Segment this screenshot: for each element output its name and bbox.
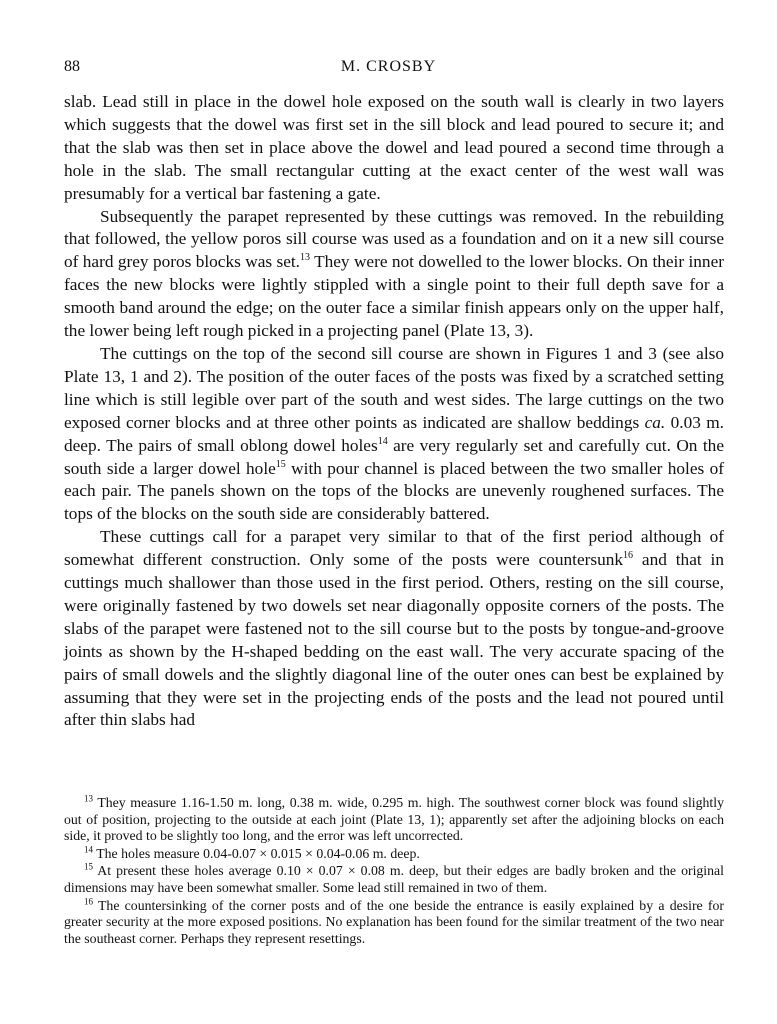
paragraph-text: are very regularly set and carefully cut. On the south side a larger dowel hole	[64, 435, 724, 478]
body-text	[64, 91, 724, 732]
paragraph-text: slab. Lead still in place in the dowel hole exposed on the south wall is clearly in two layers which suggests that the dowel was first set in the sill block and lead poured to secure it; and that the slab was then set in place above the dowel and lead poured a second time through a hole in the slab. The small rectangular cutting at the exact center of the west wall was presumably for a vertical bar fastening a gate.	[64, 92, 724, 203]
paragraph-1	[64, 91, 724, 206]
footnote-ref-13[interactable]: 13	[300, 252, 310, 264]
paragraph-text: Subsequently the parapet represented by these cuttings was removed. In the rebuilding that followed, the yellow poros sill course was used as a foundation and on it a new sill course of hard grey poros blocks was set.	[64, 206, 724, 272]
footnote-number: 14	[84, 844, 93, 855]
italic-ca: ca.	[644, 412, 666, 432]
paragraph-4	[64, 526, 724, 732]
footnote-16	[64, 895, 724, 948]
footnote-14	[64, 846, 724, 863]
footnote-number: 16	[84, 895, 93, 906]
paragraph-text: The cuttings on the top of the second sill course are shown in Figures 1 and 3 (see also Plate 13, 1 and 2). The position of the outer faces of the posts was fixed by a scratched setting line which is still legible over part of the south and west sides. The large cuttings on the two exposed corner blocks and at three other points as indicated are shallow beddings	[64, 343, 724, 432]
footnote-text: They measure 1.16-1.50 m. long, 0.38 m. wide, 0.295 m. high. The southwest corner block was found slightly out of position, projecting to the outside at each joint (Plate 13, 1); apparently set after the adjoining blocks on each side, it proved to be slightly too long, and the error was left uncorrected.	[64, 795, 724, 844]
paragraph-text: They were not dowelled to the lower blocks. On their inner faces the new blocks were lightly stippled with a single point to their full depth save for a smooth band around the edge; on the outer face a similar finish appears only on the upper half, the lower being left rough picked in a projecting panel (Plate 13, 3).	[64, 252, 724, 341]
footnote-text: At present these holes average 0.10 × 0.07 × 0.08 m. deep, but their edges are badly broken and the original dimensions may have been somewhat smaller. Some lead still remained in two of them.	[64, 863, 724, 895]
paragraph-text: with pour channel is placed between the two smaller holes of each pair. The panels shown on the tops of the blocks are unevenly roughened surfaces. The tops of the blocks on the south side are considerably battered.	[64, 458, 724, 524]
footnote-15	[64, 863, 724, 896]
paragraph-text: These cuttings call for a parapet very similar to that of the first period although of somewhat different construction. Only some of the posts were countersunk	[64, 527, 724, 570]
paragraph-text: and that in cuttings much shallower than those used in the first period. Others, resting on the sill course, were originally fastened by two dowels set near diagonally opposite corners of the posts. The slabs of the parapet were fastened not to the sill course but to the posts by tongue-and-groove joints as shown by the H-shaped bedding on the east wall. The very accurate spacing of the pairs of small dowels and the slightly diagonal line of the outer ones can best be explained by assuming that they were set in the projecting ends of the posts and the lead not poured until after thin slabs had	[64, 550, 724, 730]
page-header	[64, 58, 713, 82]
footnote-number: 15	[84, 861, 93, 872]
footnotes	[64, 795, 724, 947]
paragraph-3	[64, 343, 724, 526]
page-number: 88	[64, 58, 80, 75]
footnote-13	[64, 795, 724, 845]
footnote-ref-15[interactable]: 15	[275, 458, 286, 470]
footnote-number: 13	[84, 793, 93, 804]
paragraph-2	[64, 206, 724, 343]
footnote-ref-14[interactable]: 14	[377, 435, 388, 447]
paragraph-text: 0.03 m. deep. The pairs of small oblong dowel holes	[64, 412, 724, 455]
footnote-ref-16[interactable]: 16	[623, 550, 634, 562]
running-title: M. CROSBY	[340, 58, 437, 75]
footnote-text: The holes measure 0.04-0.07 × 0.015 × 0.04-0.06 m. deep.	[93, 845, 420, 861]
footnote-text: The countersinking of the corner posts and of the one beside the entrance is easily explained by a desire for greater security at the more exposed positions. No explanation has been found for the similar treatment of the two near the southeast corner. Perhaps they represent resettings.	[64, 897, 724, 946]
